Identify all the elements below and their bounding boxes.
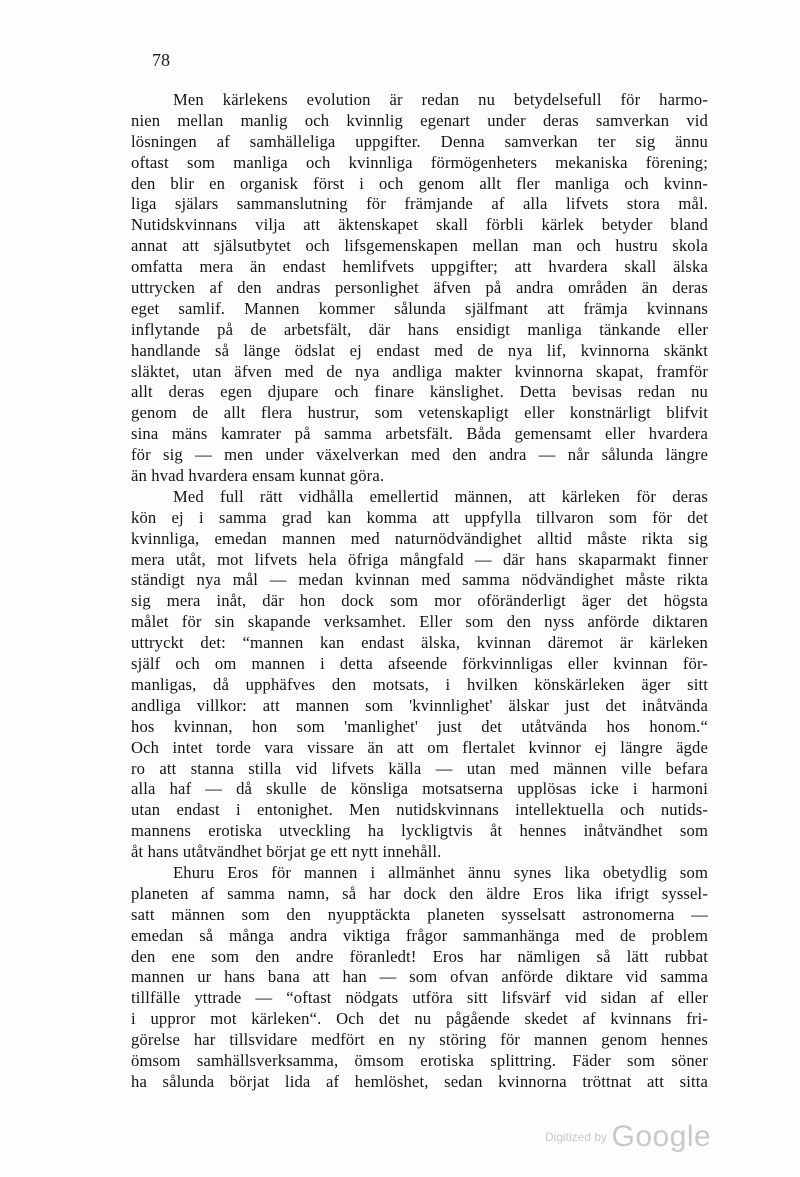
text-line: görelse har tillsvidare medfört en ny störing för mannen genom hennes xyxy=(131,1030,708,1050)
watermark-prefix: Digitized by xyxy=(545,1130,608,1144)
text-line: handlande så länge ödslat ej endast med de nya lif, kvinnorna skänkt xyxy=(131,340,708,360)
text-line: lösningen af samhälleliga uppgifter. Denna samverkan ter sig ännu xyxy=(131,131,708,151)
text-line: nien mellan manlig och kvinnlig egenart under deras samverkan vid xyxy=(131,110,708,130)
text-line: själf och om mannen i detta afseende förkvinnligas eller kvinnan för- xyxy=(131,654,708,674)
text-line: alla haf — då skulle de könsliga motsatserna upplösas icke i harmoni xyxy=(131,779,708,799)
text-line: kön ej i samma grad kan komma att uppfylla tillvaron som för det xyxy=(131,507,708,527)
text-line: ständigt nya mål — medan kvinnan med samma nödvändighet måste rikta xyxy=(131,570,708,590)
text-line: planeten af samma namn, så har dock den äldre Eros lika ifrigt syssel- xyxy=(131,883,708,903)
text-line: satt männen som den nyupptäckta planeten sysselsatt astronomerna — xyxy=(131,904,708,924)
text-line: oftast som manliga och kvinnliga förmögenheters mekaniska förening; xyxy=(131,152,708,172)
text-line: Nutidskvinnans vilja att äktenskapet skall förbli kärlek betyder bland xyxy=(131,215,708,235)
text-line: den blir en organisk först i och genom allt fler manliga och kvinn- xyxy=(131,173,708,193)
text-line: ro att stanna stilla vid lifvets källa — utan med männen ville befara xyxy=(131,758,708,778)
text-line: manligas, då upphäfves den motsats, i hvilken könskärleken äger sitt xyxy=(131,674,708,694)
text-line: allt deras egen djupare och finare känslighet. Detta bevisas redan nu xyxy=(131,382,708,402)
text-line: Och intet torde vara vissare än att om flertalet kvinnor ej längre ägde xyxy=(131,737,708,757)
text-line: inflytande på de arbetsfält, där hans ensidigt manliga tänkande eller xyxy=(131,319,708,339)
text-line: emedan så många andra viktiga frågor sammanhänga med de problem xyxy=(131,925,708,945)
page-number: 78 xyxy=(152,50,170,70)
text-line: kvinnliga, emedan mannen med naturnödvändighet alltid måste rikta sig xyxy=(131,528,708,548)
text-line: utan endast i entonighet. Men nutidskvinnans intellektuella och nutids- xyxy=(131,800,708,820)
text-line: tillfälle yttrade — “oftast nödgats utföra sitt lifsvärf vid sidan af eller xyxy=(131,988,708,1008)
text-line: Men kärlekens evolution är redan nu betydelsefull för harmo- xyxy=(173,90,708,109)
google-logo-text: Google xyxy=(611,1120,712,1153)
text-line: Med full rätt vidhålla emellertid männen, att kärleken för deras xyxy=(173,486,708,506)
digitized-by-google-watermark xyxy=(545,1120,711,1154)
text-line: andliga villkor: att mannen som 'kvinnlighet' älskar just det inåtvända xyxy=(131,695,708,715)
text-line: liga själars sammanslutning för främjande af alla lifvets stora mål. xyxy=(131,194,708,214)
text-line: ha sålunda börjat lida af hemlöshet, sedan kvinnorna tröttnat att sitta xyxy=(131,1071,708,1091)
text-line: i uppror mot kärleken“. Och det nu pågående skedet af kvinnans fri- xyxy=(131,1009,708,1029)
text-line: mannen ur hans bana att han — som ofvan anförde diktare vid samma xyxy=(131,967,708,987)
text-line: den ene som den andre föranledt! Eros har nämligen så lätt rubbat xyxy=(131,946,708,966)
text-line: åt hans utåtvändhet börjat ge ett nytt innehåll. xyxy=(131,842,442,862)
text-line: omfatta mera än endast hemlifvets uppgifter; att hvardera skall älska xyxy=(131,257,708,277)
text-line: genom de allt flera hustrur, som vetenskapligt eller konstnärligt blifvit xyxy=(131,403,708,423)
text-line: mera utåt, mot lifvets hela öfriga mångfald — där hans skaparmakt finner xyxy=(131,549,708,569)
text-line: eget samlif. Mannen kommer sålunda själfmant att främja kvinnans xyxy=(131,298,708,318)
body-text xyxy=(131,90,708,1093)
text-line: Ehuru Eros för mannen i allmänhet ännu synes lika obetydlig som xyxy=(173,862,708,882)
text-line: för sig — men under växelverkan med den andra — når sålunda längre xyxy=(131,445,708,465)
text-line: sig mera inåt, där hon dock som mor oföränderligt äger det högsta xyxy=(131,591,708,611)
text-line: uttryckt det: “mannen kan endast älska, kvinnan däremot är kärleken xyxy=(131,633,708,653)
text-line: annat att själsutbytet och lifsgemenskapen mellan man och hustru skola xyxy=(131,236,708,256)
text-line: än hvad hvardera ensam kunnat göra. xyxy=(131,466,385,486)
text-line: målet för sin skapande verksamhet. Eller som den nyss anförde diktaren xyxy=(131,612,708,632)
text-line: mannens erotiska utveckling ha lyckligtvis åt hennes inåtvändhet som xyxy=(131,821,708,841)
text-line: ömsom samhällsverksamma, ömsom erotiska splittring. Fäder som söner xyxy=(131,1050,708,1070)
text-line: hos kvinnan, hon som 'manlighet' just det utåtvända hos honom.“ xyxy=(131,716,708,736)
text-line: uttrycken af den andras personlighet äfven på andra områden än deras xyxy=(131,278,708,298)
text-line: sina mäns kamrater på samma arbetsfält. Båda gemensamt eller hvardera xyxy=(131,424,708,444)
text-line: släktet, utan äfven med de nya andliga makter kvinnorna skapat, framför xyxy=(131,361,708,381)
